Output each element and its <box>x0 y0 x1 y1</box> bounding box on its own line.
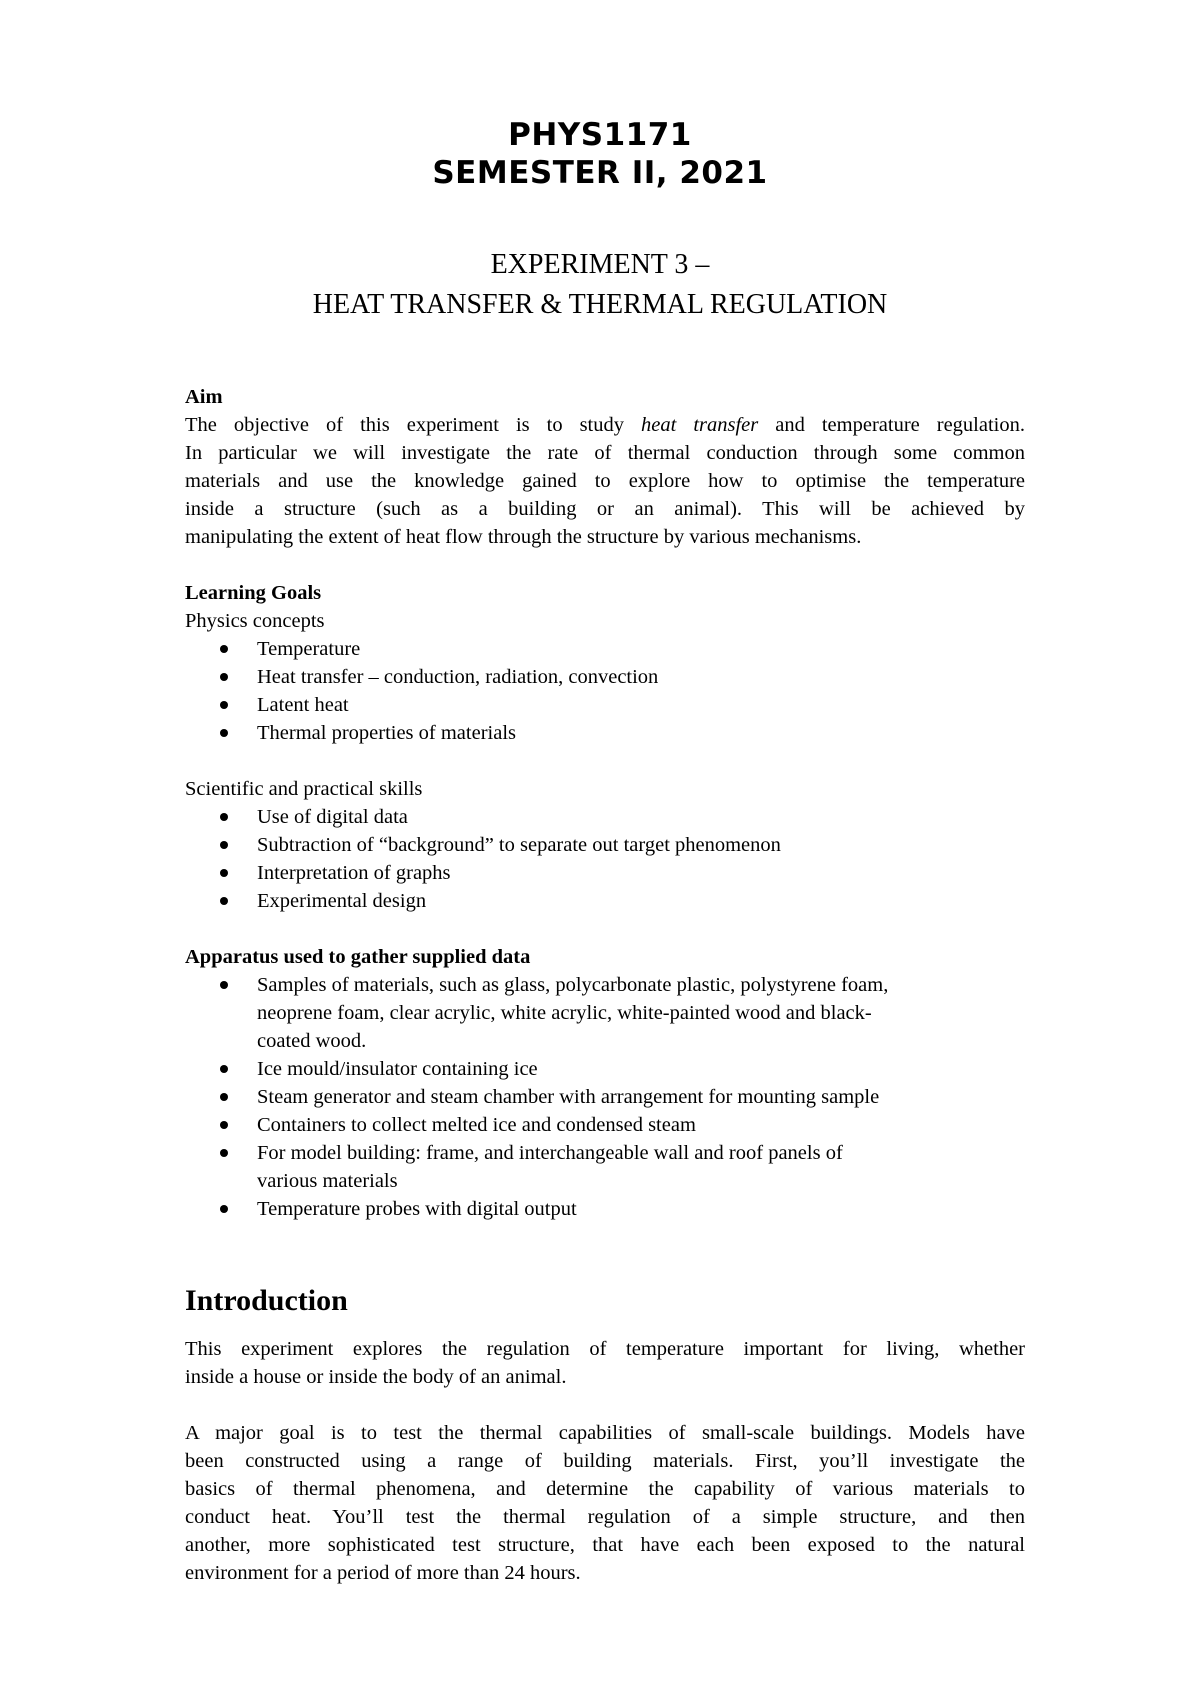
list-item: Samples of materials, such as glass, polycarbonate plastic, polystyrene foam, neoprene foam, clear acrylic, white acrylic, white-painted wood and black- coated wood. <box>185 971 1025 1055</box>
skills-label: Scientific and practical skills <box>185 778 423 800</box>
list-item: Temperature <box>185 635 1025 663</box>
bullet-icon <box>220 729 228 737</box>
list-item: Heat transfer – conduction, radiation, convection <box>185 663 1025 691</box>
intro-paragraph-2 <box>185 1419 1025 1587</box>
bullet-icon <box>220 813 228 821</box>
bullet-icon <box>220 981 228 989</box>
list-item: Thermal properties of materials <box>185 719 1025 747</box>
bullet-icon <box>220 841 228 849</box>
paragraph-line: conduct heat. You’ll test the thermal regulation of a simple structure, and then <box>185 1506 1025 1528</box>
list-item: Use of digital data <box>185 803 1025 831</box>
bullet-icon <box>220 1121 228 1129</box>
experiment-title: HEAT TRANSFER & THERMAL REGULATION <box>312 289 888 320</box>
bullet-icon <box>220 1205 228 1213</box>
bullet-icon <box>220 869 228 877</box>
aim-line: inside a structure (such as a building or an animal). This will be achieved by <box>185 498 1025 520</box>
paragraph-line: been constructed using a range of building materials. First, you’ll investigate the <box>185 1450 1025 1472</box>
skills-list <box>185 803 1025 915</box>
aim-line: manipulating the extent of heat flow through the structure by various mechanisms. <box>185 526 862 548</box>
list-item: Interpretation of graphs <box>185 859 1025 887</box>
learning-goals-section <box>185 579 1025 747</box>
skills-section <box>185 775 1025 915</box>
paragraph-line: inside a house or inside the body of an animal. <box>185 1366 567 1388</box>
bullet-icon <box>220 897 228 905</box>
list-item: Latent heat <box>185 691 1025 719</box>
aim-section <box>185 383 1025 551</box>
paragraph-line: basics of thermal phenomena, and determine the capability of various materials to <box>185 1478 1025 1500</box>
bullet-icon <box>220 645 228 653</box>
list-item: Subtraction of “background” to separate out target phenomenon <box>185 831 1025 859</box>
list-item: Ice mould/insulator containing ice <box>185 1055 1025 1083</box>
paragraph-line: A major goal is to test the thermal capabilities of small-scale buildings. Models have <box>185 1422 1025 1444</box>
experiment-number: EXPERIMENT 3 – <box>490 249 710 280</box>
aim-heading: Aim <box>185 386 223 408</box>
paragraph-line: environment for a period of more than 24 hours. <box>185 1562 581 1584</box>
apparatus-section <box>185 943 1025 1223</box>
paragraph-line: another, more sophisticated test structure, that have each been exposed to the natural <box>185 1534 1025 1556</box>
bullet-icon <box>220 1093 228 1101</box>
list-item: Containers to collect melted ice and condensed steam <box>185 1111 1025 1139</box>
physics-concepts-list <box>185 635 1025 747</box>
list-item: Steam generator and steam chamber with arrangement for mounting sample <box>185 1083 1025 1111</box>
introduction-heading: Introduction <box>185 1284 348 1317</box>
list-item: For model building: frame, and interchangeable wall and roof panels of various materials <box>185 1139 1025 1195</box>
aim-line: materials and use the knowledge gained to explore how to optimise the temperature <box>185 470 1025 492</box>
apparatus-list <box>185 971 1025 1223</box>
apparatus-heading: Apparatus used to gather supplied data <box>185 946 531 968</box>
intro-paragraph-1 <box>185 1335 1025 1391</box>
list-item: Temperature probes with digital output <box>185 1195 1025 1223</box>
list-item: Experimental design <box>185 887 1025 915</box>
bullet-icon <box>220 1149 228 1157</box>
paragraph-line: This experiment explores the regulation of temperature important for living, whether <box>185 1338 1025 1360</box>
aim-line: The objective of this experiment is to study heat transfer and temperature regulation. <box>185 414 1025 436</box>
semester: SEMESTER II, 2021 <box>432 155 768 191</box>
course-code: PHYS1171 <box>508 117 692 153</box>
physics-concepts-label: Physics concepts <box>185 610 325 632</box>
bullet-icon <box>220 701 228 709</box>
learning-goals-heading: Learning Goals <box>185 582 322 604</box>
bullet-icon <box>220 1065 228 1073</box>
aim-line: In particular we will investigate the rate of thermal conduction through some common <box>185 442 1025 464</box>
bullet-icon <box>220 673 228 681</box>
